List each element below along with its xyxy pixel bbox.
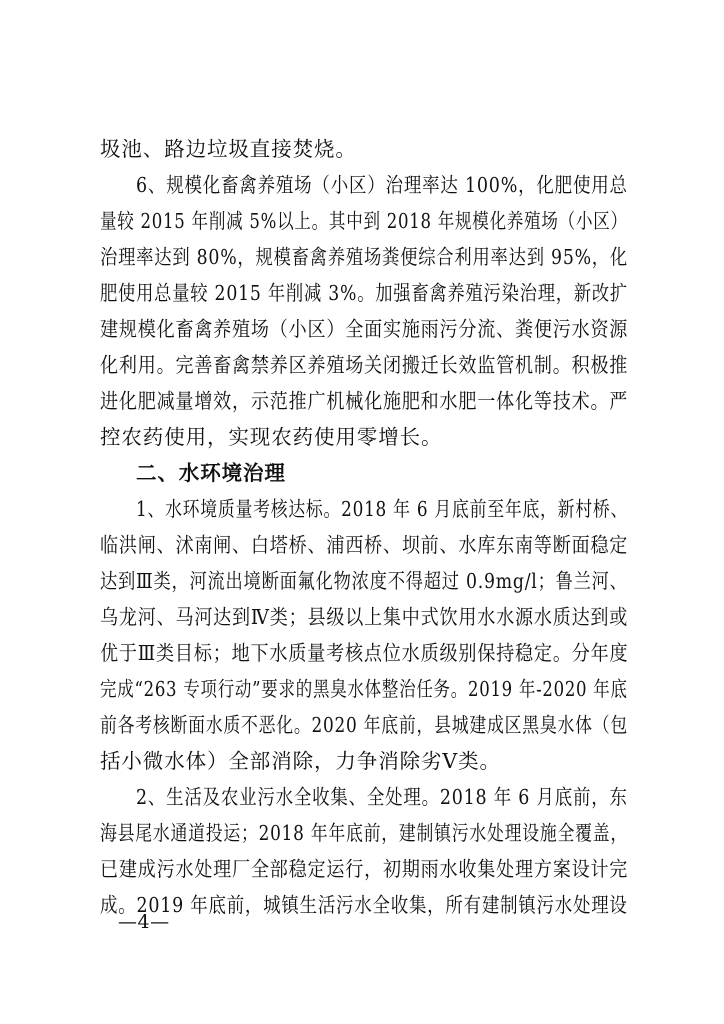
text-line: 完成“263 专项行动”要求的黑臭水体整治任务。2019 年-2020 年底 [100, 677, 628, 701]
text-line: 控农药使用，实现农药使用零增长。 [100, 425, 443, 449]
text-line: 圾池、路边垃圾直接焚烧。 [100, 137, 357, 161]
text-line: 优于Ⅲ类目标；地下水质量考核点位水质级别保持稳定。分年度 [100, 641, 629, 665]
text-line: 1、水环境质量考核达标。2018 年 6 月底前至年底，新村桥、 [136, 497, 629, 521]
text-line: 括小微水体）全部消除，力争消除劣Ⅴ类。 [100, 749, 501, 773]
text-line: 临洪闸、沭南闸、白塔桥、浦西桥、坝前、水库东南等断面稳定 [100, 533, 629, 557]
text-line: 治理率达到 80%，规模畜禽养殖场粪便综合利用率达到 95%，化 [100, 245, 628, 269]
text-line: 海县尾水通道投运；2018 年年底前，建制镇污水处理设施全覆盖， [100, 821, 628, 845]
text-line: 2、生活及农业污水全收集、全处理。2018 年 6 月底前，东 [136, 785, 628, 809]
text-line: 达到Ⅲ类，河流出境断面氟化物浓度不得超过 0.9mg/l；鲁兰河、 [100, 569, 628, 593]
text-line: 进化肥减量增效，示范推广机械化施肥和水肥一体化等技术。严 [100, 389, 629, 413]
text-line: 成。2019 年底前，城镇生活污水全收集，所有建制镇污水处理设 [100, 893, 628, 917]
text-line: 前各考核断面水质不恶化。2020 年底前，县城建成区黑臭水体（包 [100, 713, 628, 737]
text-line: 乌龙河、马河达到Ⅳ类；县级以上集中式饮用水水源水质达到或 [100, 605, 629, 629]
text-line: 6、规模化畜禽养殖场（小区）治理率达 100%，化肥使用总 [136, 173, 628, 197]
text-line: 已建成污水处理厂全部稳定运行，初期雨水收集处理方案设计完 [100, 857, 629, 881]
text-line: 肥使用总量较 2015 年削减 3%。加强畜禽养殖污染治理，新改扩 [100, 281, 628, 305]
text-line: 建规模化畜禽养殖场（小区）全面实施雨污分流、粪便污水资源 [100, 317, 629, 341]
section-heading: 二、水环境治理 [136, 461, 286, 485]
page-number: —4— [118, 911, 170, 933]
text-line: 化利用。完善畜禽禁养区养殖场关闭搬迁长效监管机制。积极推 [100, 353, 629, 377]
text-line: 量较 2015 年削减 5%以上。其中到 2018 年规模化养殖场（小区） [100, 209, 628, 233]
